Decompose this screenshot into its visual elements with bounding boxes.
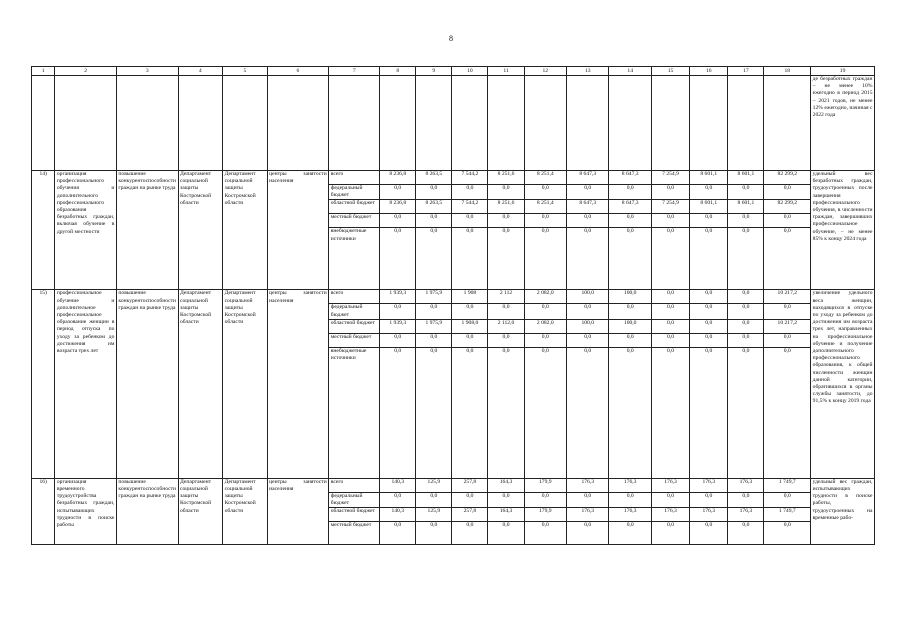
funding-value: 0,0 [567,522,609,545]
column-header-6: 6 [267,67,329,76]
funding-value: 100,0 [609,319,651,333]
funding-source-label: федеральный бюджет [329,492,380,507]
funding-value: 0,0 [452,333,488,347]
funding-value: 0,0 [416,214,452,228]
funding-value: 8 647,3 [567,200,609,214]
column-header-5: 5 [223,67,268,76]
funding-value: 0,0 [524,333,566,347]
participants-cell: центры занятости населения [267,290,329,478]
funding-source-label: областной бюджет [329,319,380,333]
funding-source-label: внебюджетные источники [329,228,380,290]
funding-value: 0,0 [609,214,651,228]
funding-source-label: всего [329,290,380,304]
funding-value: 0,0 [728,319,764,333]
funding-value: 7 254,9 [651,200,689,214]
funding-value: 0,0 [524,522,566,545]
funding-value: 0,0 [764,347,811,478]
funding-value: 8 647,3 [567,171,609,185]
column-header-1: 1 [32,67,55,76]
funding-value: 82 299,2 [764,171,811,185]
funding-value: 0,0 [488,492,524,507]
goal-cell: повышение конкурентоспособности граждан на рынке труда [116,478,178,544]
column-header-19: 19 [811,67,875,76]
funding-value: 8 251,6 [488,200,524,214]
page-number: 8 [449,34,453,43]
funding-value: 8 601,1 [728,200,764,214]
funding-value: 0,0 [416,333,452,347]
column-header-9: 9 [416,67,452,76]
activity-cell: организация профессионального обучения и дополнительного профессионального образования безработных граждан, включая обучение в другой местности [55,171,117,290]
goal-cell: повышение конкурентоспособности граждан на рынке труда [116,290,178,478]
funding-value: 1 749,7 [764,478,811,492]
funding-value: 176,3 [690,508,728,522]
funding-value: 8 251,4 [524,171,566,185]
funding-value: 0,0 [567,214,609,228]
table-row [32,171,875,185]
funding-value: 0,0 [690,290,728,304]
coexecutor-cell: Департамент социальной защиты Костромской области [223,478,268,544]
funding-value: 0,0 [416,228,452,290]
funding-value: 0,0 [728,333,764,347]
funding-value: 0,0 [488,214,524,228]
funding-value: 0,0 [609,228,651,290]
funding-value: 176,3 [567,508,609,522]
funding-value: 0,0 [452,522,488,545]
funding-value: 8 647,3 [609,200,651,214]
funding-value: 0,0 [524,304,566,319]
funding-value: 0,0 [609,185,651,200]
funding-value: 0,0 [690,347,728,478]
funding-value: 0,0 [690,228,728,290]
column-header-10: 10 [452,67,488,76]
funding-value: 1 939,3 [380,319,416,333]
funding-value: 8 601,1 [690,200,728,214]
funding-value: 0,0 [651,522,689,545]
funding-value: 0,0 [524,492,566,507]
row-number: 16) [32,478,55,544]
funding-value: 0,0 [764,333,811,347]
funding-value: 0,0 [651,290,689,304]
funding-value: 8 647,3 [609,171,651,185]
executor-cell: Департамент социальной защиты Костромской области [178,478,223,544]
funding-value: 0,0 [651,333,689,347]
funding-value: 0,0 [380,304,416,319]
funding-value: 0,0 [452,185,488,200]
table-row [32,478,875,492]
funding-value: 0,0 [690,333,728,347]
funding-value: 1 975,9 [416,290,452,304]
goal-cell: повышение конкурентоспособности граждан на рынке труда [116,171,178,290]
funding-value: 0,0 [416,347,452,478]
funding-source-label: федеральный бюджет [329,304,380,319]
funding-value: 1 939,3 [380,290,416,304]
funding-source-label: областной бюджет [329,508,380,522]
funding-value: 0,0 [690,522,728,545]
funding-value: 0,0 [567,333,609,347]
funding-value: 0,0 [609,492,651,507]
funding-value: 0,0 [609,347,651,478]
funding-value: 125,9 [416,508,452,522]
funding-value: 0,0 [690,214,728,228]
participants-cell: центры занятости населения [267,478,329,544]
funding-value: 8 236,8 [380,200,416,214]
funding-value: 0,0 [488,228,524,290]
column-header-3: 3 [116,67,178,76]
row-number: 15) [32,290,55,478]
funding-value: 0,0 [452,228,488,290]
column-header-11: 11 [488,67,524,76]
program-activities-table [31,66,875,545]
funding-value: 0,0 [488,304,524,319]
funding-value: 10 217,2 [764,290,811,304]
funding-source-label: всего [329,171,380,185]
funding-value: 0,0 [567,347,609,478]
funding-value: 2 082,0 [524,290,566,304]
column-header-17: 17 [728,67,764,76]
funding-value: 0,0 [567,304,609,319]
funding-source-label: местный бюджет [329,214,380,228]
funding-value: 0,0 [728,228,764,290]
funding-value: 0,0 [452,214,488,228]
funding-value: 0,0 [488,333,524,347]
funding-value: 0,0 [651,214,689,228]
funding-value: 179,9 [524,478,566,492]
funding-value: 2 112,0 [488,319,524,333]
funding-value: 0,0 [488,347,524,478]
funding-value: 8 601,1 [728,171,764,185]
funding-source-label: внебюджетные источники [329,347,380,478]
funding-value: 100,0 [567,290,609,304]
funding-value: 8 251,4 [524,200,566,214]
funding-value: 8 263,5 [416,171,452,185]
funding-value: 0,0 [764,304,811,319]
funding-value: 0,0 [651,185,689,200]
funding-value: 0,0 [524,228,566,290]
funding-value: 7 544,2 [452,200,488,214]
funding-source-label: местный бюджет [329,522,380,545]
funding-value: 125,9 [416,478,452,492]
funding-value: 0,0 [380,333,416,347]
result-cell: увеличение удельного веса женщин, находящихся в отпуске по уходу за ребенком до достижения им возраста трех лет, направленных на профессиональное обучение и получение дополнительного профессионального образования, к общей численности женщин данной категории, обратившихся в органы службы занятости, до 91,5% к концу 2019 года [811,290,875,478]
funding-value: 176,3 [609,508,651,522]
funding-value: 257,8 [452,478,488,492]
funding-value: 0,0 [728,522,764,545]
funding-value: 0,0 [488,185,524,200]
funding-value: 257,8 [452,508,488,522]
funding-value: 0,0 [452,347,488,478]
funding-value: 176,3 [651,478,689,492]
funding-value: 164,3 [488,508,524,522]
funding-value: 0,0 [567,185,609,200]
funding-value: 0,0 [690,492,728,507]
funding-value: 0,0 [380,214,416,228]
column-header-15: 15 [651,67,689,76]
funding-value: 0,0 [728,185,764,200]
funding-value: 0,0 [764,228,811,290]
result-cell: удельный вес граждан, испытывающих трудности в поиске работы, трудоустроенных на временные рабо- [811,478,875,544]
funding-value: 0,0 [567,228,609,290]
funding-source-label: всего [329,478,380,492]
continuation-row [32,76,875,171]
funding-value: 0,0 [524,214,566,228]
executor-cell: Департамент социальной защиты Костромской области [178,171,223,290]
funding-value: 0,0 [651,492,689,507]
funding-value: 176,3 [609,478,651,492]
funding-value: 0,0 [609,522,651,545]
funding-value: 0,0 [380,185,416,200]
funding-value: 2 112 [488,290,524,304]
funding-value: 0,0 [690,319,728,333]
funding-value: 0,0 [488,522,524,545]
column-header-8: 8 [380,67,416,76]
funding-value: 0,0 [380,228,416,290]
coexecutor-cell: Департамент социальной защиты Костромской области [223,290,268,478]
funding-value: 0,0 [524,185,566,200]
funding-value: 176,3 [728,478,764,492]
column-header-13: 13 [567,67,609,76]
row-number: 14) [32,171,55,290]
column-header-18: 18 [764,67,811,76]
funding-value: 0,0 [609,304,651,319]
participants-cell: центры занятости населения [267,171,329,290]
funding-value: 0,0 [380,522,416,545]
funding-value: 0,0 [651,319,689,333]
funding-value: 176,3 [690,478,728,492]
funding-value: 176,3 [651,508,689,522]
funding-value: 1 908 [452,290,488,304]
funding-value: 1 975,9 [416,319,452,333]
funding-value: 8 251,6 [488,171,524,185]
funding-value: 1 749,7 [764,508,811,522]
table-row [32,290,875,304]
funding-value: 7 544,2 [452,171,488,185]
funding-value: 8 601,1 [690,171,728,185]
funding-value: 0,0 [728,347,764,478]
funding-value: 0,0 [380,347,416,478]
funding-value: 0,0 [764,214,811,228]
funding-value: 2 082,0 [524,319,566,333]
funding-value: 0,0 [728,304,764,319]
funding-value: 8 263,5 [416,200,452,214]
column-header-16: 16 [690,67,728,76]
column-header-12: 12 [524,67,566,76]
funding-value: 0,0 [651,304,689,319]
funding-value: 100,0 [567,319,609,333]
funding-value: 0,0 [651,347,689,478]
funding-value: 0,0 [609,333,651,347]
funding-value: 0,0 [380,492,416,507]
funding-value: 0,0 [416,522,452,545]
funding-value: 0,0 [764,522,811,545]
funding-value: 0,0 [416,492,452,507]
coexecutor-cell: Департамент социальной защиты Костромской области [223,171,268,290]
funding-value: 179,9 [524,508,566,522]
funding-value: 8 236,8 [380,171,416,185]
funding-value: 1 908,0 [452,319,488,333]
activity-cell: профессиональное обучение и дополнительное профессиональное образование женщин в период отпуска по уходу за ребенком до достижения им возраста трех лет [55,290,117,478]
funding-value: 0,0 [651,228,689,290]
funding-value: 164,3 [488,478,524,492]
activity-cell: организация временного трудоустройства безработных граждан, испытывающих трудности в поиске работы [55,478,117,544]
result-cell: удельный вес безработных граждан, трудоустроенных после завершения профессионального обучения, в численности граждан, завершивших профессиональное обучение, – не менее 85% к концу 2024 года [811,171,875,290]
funding-value: 0,0 [452,304,488,319]
funding-value: 100,0 [609,290,651,304]
funding-value: 7 254,9 [651,171,689,185]
header-row [32,67,875,76]
funding-value: 140,3 [380,508,416,522]
funding-value: 0,0 [452,492,488,507]
column-header-2: 2 [55,67,117,76]
funding-value: 0,0 [690,185,728,200]
funding-value: 0,0 [567,492,609,507]
column-header-7: 7 [329,67,380,76]
funding-value: 176,3 [728,508,764,522]
funding-value: 0,0 [728,492,764,507]
funding-source-label: местный бюджет [329,333,380,347]
funding-value: 0,0 [764,492,811,507]
executor-cell: Департамент социальной защиты Костромской области [178,290,223,478]
funding-value: 0,0 [524,347,566,478]
funding-source-label: областной бюджет [329,200,380,214]
funding-value: 10 217,2 [764,319,811,333]
funding-value: 176,3 [567,478,609,492]
column-header-14: 14 [609,67,651,76]
funding-value: 0,0 [690,304,728,319]
funding-value: 0,0 [416,185,452,200]
funding-value: 0,0 [416,304,452,319]
column-header-4: 4 [178,67,223,76]
continuation-note: де безработных граждан – не менее 10% ежегодно в период 2015 – 2021 годов, не менее 12% ежегодно, начиная с 2022 года [811,76,875,171]
funding-value: 0,0 [764,185,811,200]
funding-value: 0,0 [728,290,764,304]
funding-value: 0,0 [728,214,764,228]
funding-value: 140,3 [380,478,416,492]
funding-source-label: федеральный бюджет [329,185,380,200]
funding-value: 82 299,2 [764,200,811,214]
